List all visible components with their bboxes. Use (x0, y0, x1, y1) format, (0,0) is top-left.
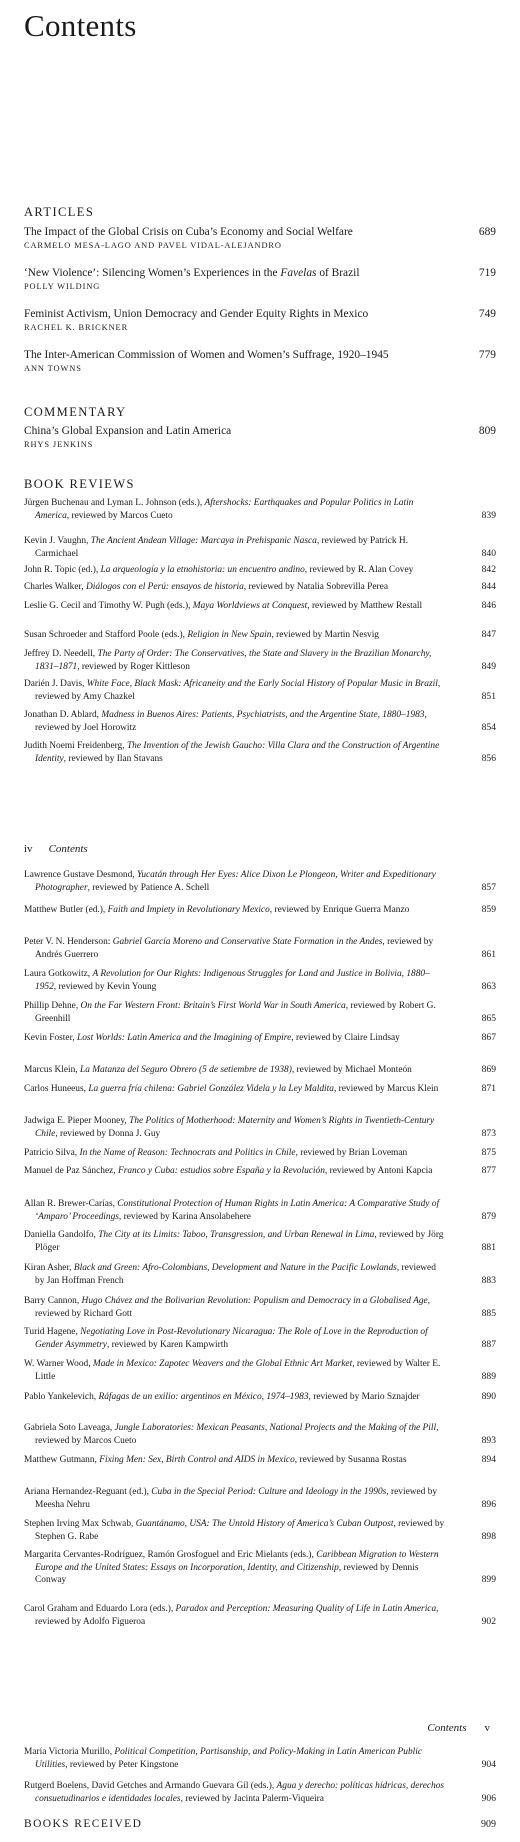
page-number: 861 (481, 948, 496, 960)
review-entry[interactable]: Barry Cannon, Hugo Chávez and the Bolivarian Revolution: Populism and Democracy in a Globalised Age, reviewed by Richard Gott 885 (24, 1296, 496, 1319)
page-number: 857 (481, 881, 496, 893)
review-entry[interactable]: Lawrence Gustave Desmond, Yucatán through Her Eyes: Alice Dixon Le Plongeon, Writer and Expeditionary Photographer, reviewed by Patience A. Schell 857 (24, 870, 496, 893)
review-entry[interactable]: Manuel de Paz Sánchez, Franco y Cuba: estudios sobre España y la Revolución, reviewed by Antoni Kapcia 877 (24, 1165, 496, 1176)
page-number: 867 (481, 1032, 496, 1043)
page-number: 898 (481, 1530, 496, 1542)
review-entry[interactable]: Judith Noemi Freidenberg, The Invention of the Jewish Gaucho: Villa Clara and the Construction of Argentine Identity, reviewed by Ilan Stavans 856 (24, 741, 496, 764)
review-entry[interactable]: Turid Hagene, Negotiating Love in Post-Revolutionary Nicaragua: The Role of Love in the Reproduction of Gender Asymmetry, reviewed by Karen Kampwirth 887 (24, 1327, 496, 1350)
review-entry[interactable]: Marcus Klein, La Matanza del Seguro Obrero (5 de setiembre de 1938), reviewed by Michael Monteón 869 (24, 1064, 496, 1075)
commentary-heading: COMMENTARY (24, 405, 127, 419)
page-number: 863 (481, 980, 496, 992)
review-entry[interactable]: Jeffrey D. Needell, The Party of Order: The Conservatives, the State and Slavery in the Brazilian Monarchy, 1831–1871, reviewed by Roger Kittleson 849 (24, 649, 496, 672)
running-header (24, 843, 88, 855)
review-entry[interactable]: Phillip Dehne, On the Far Western Front: Britain’s First World War in South America, reviewed by Robert G. Greenhill 865 (24, 1001, 496, 1024)
page-number: 856 (481, 752, 496, 764)
contents-page-2 (0, 835, 520, 1710)
page-number: 871 (481, 1083, 496, 1094)
page-number: 902 (481, 1615, 496, 1627)
page-number: 906 (481, 1792, 496, 1804)
books-received-entry[interactable] (24, 1818, 496, 1830)
review-entry[interactable]: Kevin Foster, Lost Worlds: Latin America and the Imagining of Empire, reviewed by Claire Lindsay 867 (24, 1032, 496, 1043)
page-number: 859 (481, 904, 496, 915)
review-entry[interactable]: Gabriela Soto Laveaga, Jungle Laboratories: Mexican Peasants, National Projects and the Making of the Pill, reviewed by Marcos Cueto 893 (24, 1423, 496, 1446)
commentary-title: China’s Global Expansion and Latin America (24, 425, 232, 437)
review-entry[interactable]: Daniella Gandolfo, The City at its Limits: Taboo, Transgression, and Urban Renewal in Lima, reviewed by Jörg Plöger 881 (24, 1230, 496, 1253)
article-title: Feminist Activism, Union Democracy and Gender Equity Rights in Mexico (24, 308, 369, 320)
page-number: 847 (481, 629, 496, 640)
review-entry[interactable]: Carlos Huneeus, La guerra fría chilena: Gabriel González Videla y la Ley Maldita, reviewed by Marcus Klein 871 (24, 1083, 496, 1094)
review-entry[interactable]: María Victoria Murillo, Political Competition, Partisanship, and Policy-Making in Latin American Public Utilities, reviewed by Peter Kingstone 904 (24, 1747, 496, 1770)
review-entry[interactable]: Matthew Butler (ed.), Faith and Impiety in Revolutionary Mexico, reviewed by Enrique Guerra Manzo 859 (24, 904, 496, 915)
review-entry[interactable]: Carol Graham and Eduardo Lora (eds.), Paradox and Perception: Measuring Quality of Life in Latin America, reviewed by Adolfo Figueroa 902 (24, 1604, 496, 1627)
page-number: 779 (478, 349, 496, 361)
page-number: 719 (478, 267, 496, 279)
book-reviews-heading: BOOK REVIEWS (24, 477, 135, 491)
review-entry[interactable]: W. Warner Wood, Made in Mexico: Zapotec Weavers and the Global Ethnic Art Market, reviewed by Walter E. Little 889 (24, 1359, 496, 1382)
page-number: 899 (481, 1574, 496, 1586)
folio-number: iv (24, 843, 33, 855)
contents-page-3 (0, 1710, 520, 1842)
contents-page-1 (0, 0, 520, 835)
page-number: 889 (481, 1370, 496, 1382)
page-number: 885 (481, 1307, 496, 1319)
review-entry[interactable]: Matthew Gutmann, Fixing Men: Sex, Birth Control and AIDS in Mexico, reviewed by Susanna Rostas 894 (24, 1454, 496, 1465)
review-entry[interactable]: Jadwiga E. Pieper Mooney, The Politics of Motherhood: Maternity and Women’s Rights in Twentieth-Century Chile, reviewed by Donna J. Guy 873 (24, 1116, 496, 1139)
page-number: 839 (481, 509, 496, 521)
running-header (427, 1722, 490, 1734)
page-number: 904 (481, 1758, 496, 1770)
page-title: Contents (24, 8, 137, 43)
review-entry[interactable]: Pablo Yankelevich, Ráfagas de un exilio: argentinos en México, 1974–1983, reviewed by Mario Sznajder 890 (24, 1391, 496, 1402)
article-authors: ANN TOWNS (24, 364, 82, 373)
article-authors: RACHEL K. BRICKNER (24, 323, 129, 332)
review-entry[interactable]: Susan Schroeder and Stafford Poole (eds.), Religion in New Spain, reviewed by Martin Nesvig 847 (24, 629, 496, 640)
article-title: The Impact of the Global Crisis on Cuba’s Economy and Social Welfare (24, 226, 353, 238)
article-entry[interactable] (24, 266, 496, 293)
review-entry[interactable]: Stephen Irving Max Schwab, Guantánamo, USA: The Untold History of America’s Cuban Outpost, reviewed by Stephen G. Rabe 898 (24, 1519, 496, 1542)
review-entry[interactable]: Peter V. N. Henderson: Gabriel García Moreno and Conservative State Formation in the Andes, reviewed by Andrés Guerrero 861 (24, 937, 496, 960)
page-number: 809 (478, 425, 496, 437)
review-entry[interactable]: Leslie G. Cecil and Timothy W. Pugh (eds.), Maya Worldviews at Conquest, reviewed by Matthew Restall 846 (24, 600, 496, 611)
article-entry[interactable] (24, 348, 496, 375)
review-entry[interactable]: Charles Walker, Diálogos con el Perú: ensayos de historia, reviewed by Natalia Sobrevilla Perea 844 (24, 581, 496, 592)
article-title: The Inter-American Commission of Women and Women’s Suffrage, 1920–1945 (24, 349, 389, 361)
folio-number: v (484, 1722, 490, 1734)
header-label: Contents (48, 843, 88, 855)
articles-heading: ARTICLES (24, 205, 95, 219)
review-entry[interactable]: Allan R. Brewer-Carías, Constitutional Protection of Human Rights in Latin America: A Comparative Study of ‘Amparo’ Proceedings, reviewed by Karina Ansolabehere 879 (24, 1199, 496, 1222)
page-number: 881 (481, 1241, 496, 1253)
page-number: 890 (481, 1391, 496, 1402)
review-entry[interactable]: Laura Gotkowitz, A Revolution for Our Rights: Indigenous Struggles for Land and Justice in Bolivia, 1880–1952, reviewed by Kevin Young 863 (24, 969, 496, 992)
page-number: 840 (481, 547, 496, 559)
review-entry[interactable]: Darién J. Davis, White Face, Black Mask: Africaneity and the Early Social History of Popular Music in Brazil, reviewed by Amy Chazkel 851 (24, 679, 496, 702)
page-number: 749 (478, 308, 496, 320)
page-number: 893 (481, 1434, 496, 1446)
article-entry[interactable] (24, 225, 496, 252)
article-authors: CARMELO MESA-LAGO AND PAVEL VIDAL-ALEJANDRO (24, 241, 282, 250)
review-entry[interactable]: Margarita Cervantes-Rodríguez, Ramón Grosfoguel and Eric Mielants (eds.), Caribbean Migration to Western Europe and the United States: Essays on Incorporation, Identity, and Citizenship, reviewed by Dennis Conway 899 (24, 1550, 496, 1586)
page-number: 879 (481, 1210, 496, 1222)
page-number: 909 (481, 1819, 496, 1830)
review-entry[interactable]: Ariana Hernandez-Reguant (ed.), Cuba in the Special Period: Culture and Ideology in the 1990s, reviewed by Meesha Nehru 896 (24, 1487, 496, 1510)
review-entry[interactable]: John R. Topic (ed.), La arqueología y la etnohistoria: un encuentro andino, reviewed by R. Alan Covey 842 (24, 564, 496, 575)
page-number: 887 (481, 1338, 496, 1350)
page-number: 689 (478, 226, 496, 238)
page-number: 877 (481, 1165, 496, 1176)
page-number: 846 (481, 600, 496, 611)
commentary-entry[interactable] (24, 424, 496, 451)
review-entry[interactable]: Patricio Silva, In the Name of Reason: Technocrats and Politics in Chile, reviewed by Brian Loveman 875 (24, 1147, 496, 1158)
page-number: 849 (481, 660, 496, 672)
article-title: ‘New Violence’: Silencing Women’s Experiences in the Favelas of Brazil (24, 267, 360, 279)
books-received-heading: BOOKS RECEIVED (24, 1818, 143, 1830)
review-entry[interactable]: Kiran Asher, Black and Green: Afro-Colombians, Development and Nature in the Pacific Lowlands, reviewed by Jan Hoffman French 883 (24, 1263, 496, 1286)
page-number: 844 (481, 581, 496, 592)
page-number: 865 (481, 1012, 496, 1024)
header-label: Contents (427, 1722, 467, 1734)
review-entry[interactable]: Jürgen Buchenau and Lyman L. Johnson (eds.), Aftershocks: Earthquakes and Popular Politics in Latin America, reviewed by Marcos Cueto 839 (24, 498, 496, 521)
page-number: 896 (481, 1498, 496, 1510)
article-authors: POLLY WILDING (24, 282, 101, 291)
page-number: 854 (481, 721, 496, 733)
review-entry[interactable]: Kevin J. Vaughn, The Ancient Andean Village: Marcaya in Prehispanic Nasca, reviewed by Patrick H. Carmichael 840 (24, 536, 496, 559)
commentary-authors: RHYS JENKINS (24, 440, 94, 449)
page-number: 869 (481, 1064, 496, 1075)
page-number: 842 (481, 564, 496, 575)
article-entry[interactable] (24, 307, 496, 334)
page-number: 875 (481, 1147, 496, 1158)
review-entry[interactable]: Rutgerd Boelens, David Getches and Armando Guevara Gil (eds.), Agua y derecho: políticas hídricas, derechos consuetudinarios e identidades locales, reviewed by Jacinta Palerm-Viqueira 906 (24, 1781, 496, 1804)
page-number: 873 (481, 1127, 496, 1139)
review-entry[interactable]: Jonathan D. Ablard, Madness in Buenos Aires: Patients, Psychiatrists, and the Argentine State, 1880–1983, reviewed by Joel Horowitz 854 (24, 710, 496, 733)
page-number: 851 (481, 690, 496, 702)
page-number: 894 (481, 1454, 496, 1465)
page-number: 883 (481, 1274, 496, 1286)
